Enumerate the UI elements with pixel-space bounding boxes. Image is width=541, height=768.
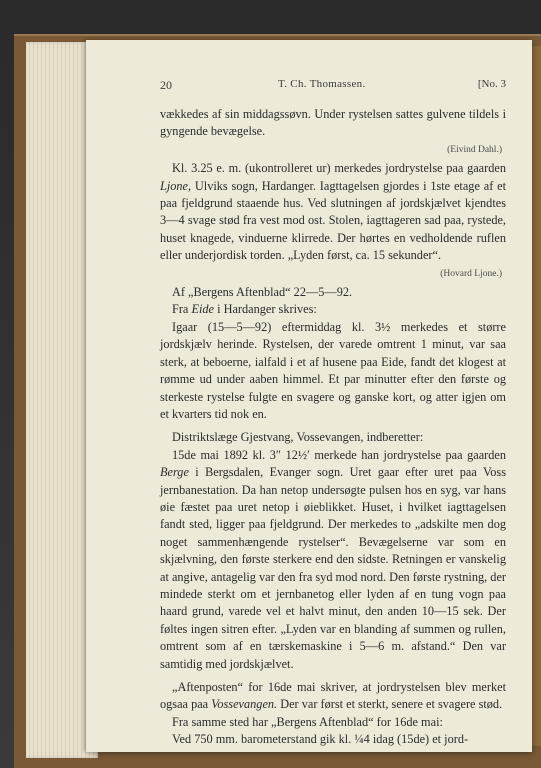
text-run: Der var først et sterkt, senere et svagere stød. — [277, 697, 503, 712]
text-run: i Hardanger skrives: — [214, 302, 317, 317]
place-name: Vossevangen. — [211, 697, 278, 712]
paragraph — [160, 160, 506, 264]
paragraph: Ved 750 mm. barometerstand gik kl. ¼4 idag (15de) et jord- — [172, 732, 469, 747]
place-name: Ljone, — [160, 178, 192, 193]
paragraph: Igaar (15—5—92) eftermiddag kl. 3½ merkedes et større jordskjælv herinde. Rystelsen, der varede omtrent 1 minut, var saa sterk, at beboerne, ialfald i et af husene paa Eide, fandt det klogest at rømme ud under aaben himmel. Et par minutter efter den første og sterkeste rystelse fulgte en svagere og ganske kort, og atter igjen om et kvarters tid nok en. — [160, 319, 506, 421]
text-run: „Aftenposten“ for 16de mai skriver, at jordrystelsen blev merket ogsaa paa — [160, 680, 506, 712]
signature: (Eivind Dahl.) — [447, 144, 502, 155]
paragraph: Fra samme sted har „Bergens Aftenblad“ for 16de mai: — [172, 714, 443, 729]
paragraph: vækkedes af sin middagssøvn. Under rystelsen sattes gulvene tildels i gyngende bevægelse. — [160, 107, 506, 139]
text-run: Fra — [172, 302, 192, 317]
text-run: 15de mai 1892 kl. 3″ 12½′ merkede han jordrystelse paa gaarden — [172, 447, 506, 462]
place-name: Berge — [160, 465, 189, 480]
page-body — [160, 106, 506, 749]
text-run: Ulviks sogn, Hardanger. Iagttagelsen gjordes i 1ste etage af et paa fjeldgrund staaende hus. Ved slutningen af jordskjælvet kjendtes 3—4 svage stød fra vest mod ost. Stolen, iagttageren sad paa, rystede, huset knagede, vinduerne klirrede. Der hørtes en vedholdende ruflen eller underjordisk torden. „Lyden først, ca. 15 sekunder“. — [160, 178, 506, 263]
paragraph — [160, 447, 506, 673]
paragraph: Af „Bergens Aftenblad“ 22—5—92. — [172, 285, 353, 300]
text-run: i Bergsdalen, Evanger sogn. Uret gaar efter uret paa Voss jernbanestation. Da han netop undersøgte pulsen hos en syg, var hans øie fæstet paa uret netop i øieblikket. Huset, i hvilket iagttagelsen fandt sted, ligger paa fjeldgrund. Der merkedes to „adskilte men dog noget sammenhængende rystelser“. Bevægelserne var som en skjælvning, den første sterkere end den sidste. Retningen er vanskelig at angive, antagelig var den fra syd mod nord. Den første rystning, der mindede sterkt om et jernbanetog eller lyden af en tung vogn paa haard grund, varede vel et halvt minut, den anden 10—15 sek. Der føltes ingen sitren efter. „Lyden var en blanding af summen og rullen, omtrent som af en tærskemaskine i 5—6 m. afstand.“ Den var samtidig med jordskjælvet. — [160, 465, 506, 671]
paragraph — [160, 679, 506, 714]
page-number: 20 — [160, 78, 172, 92]
page-header — [160, 78, 506, 96]
text-run: Kl. 3.25 e. m. (ukontrolleret ur) merkedes jordrystelse paa gaarden — [172, 161, 506, 176]
running-title: T. Ch. Thomassen. — [278, 78, 366, 90]
book-page — [86, 40, 532, 752]
signature: (Hovard Ljone.) — [440, 268, 502, 279]
series-number: [No. 3 — [477, 78, 506, 90]
paragraph: Distriktslæge Gjestvang, Vossevangen, indberetter: — [172, 430, 424, 445]
paragraph — [160, 301, 506, 318]
place-name: Eide — [191, 302, 215, 317]
